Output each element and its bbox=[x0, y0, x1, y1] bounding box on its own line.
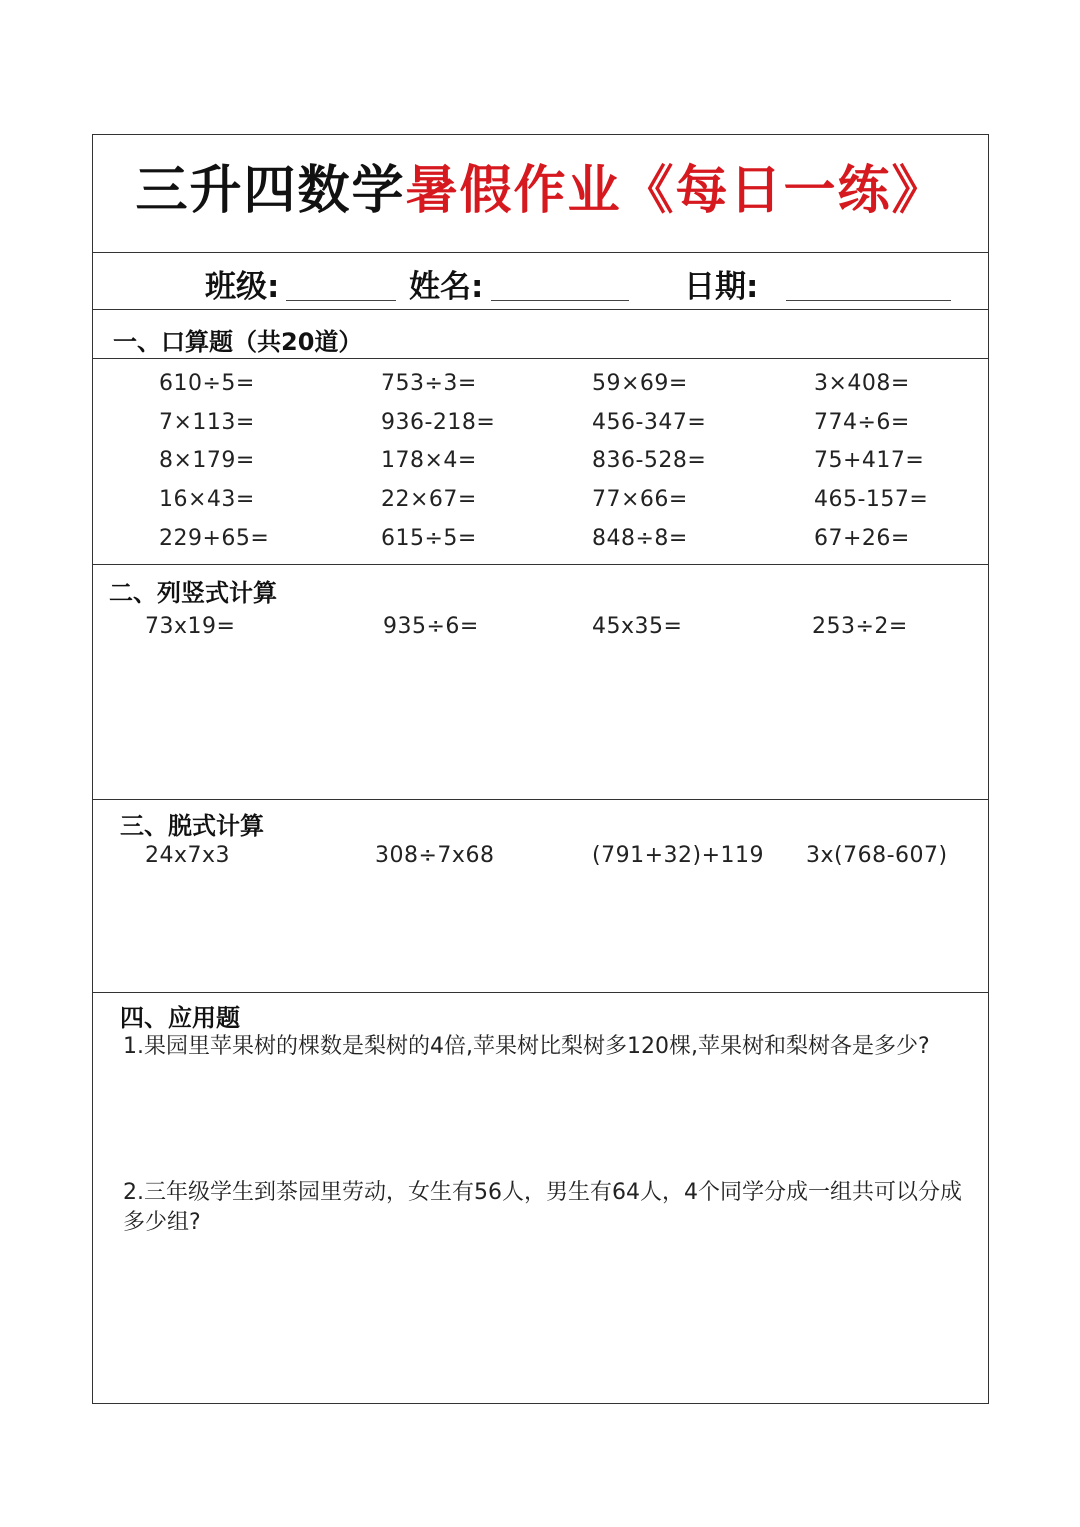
problem-cell: 67+26= bbox=[814, 526, 910, 551]
step-calc-item: (791+32)+119 bbox=[592, 843, 765, 868]
problem-cell: 615÷5= bbox=[381, 526, 477, 551]
step-calc-item: 24x7x3 bbox=[145, 843, 231, 868]
worksheet-title bbox=[93, 135, 988, 253]
student-info-row bbox=[93, 253, 988, 310]
name-blank[interactable] bbox=[491, 300, 629, 301]
problem-cell: 75+417= bbox=[814, 448, 925, 473]
problem-cell: 22×67= bbox=[381, 487, 477, 512]
problem-cell: 229+65= bbox=[159, 526, 270, 551]
title-part-1: 三升四数学 bbox=[135, 161, 406, 221]
worksheet bbox=[92, 134, 989, 1404]
problem-cell: 848÷8= bbox=[592, 526, 688, 551]
section-4-divider bbox=[93, 992, 988, 993]
problem-cell: 936-218= bbox=[381, 410, 496, 435]
vertical-calc-item: 935÷6= bbox=[383, 614, 479, 639]
vertical-calc-item: 45x35= bbox=[592, 614, 683, 639]
name-label: 姓名: bbox=[409, 269, 484, 305]
class-blank[interactable] bbox=[286, 300, 396, 301]
problem-cell: 3×408= bbox=[814, 371, 910, 396]
problem-cell: 16×43= bbox=[159, 487, 255, 512]
vertical-calc-item: 73x19= bbox=[145, 614, 236, 639]
section-3-heading: 三、脱式计算 bbox=[120, 812, 264, 840]
section-2-heading: 二、列竖式计算 bbox=[109, 579, 277, 607]
word-problem-1: 1.果园里苹果树的棵数是梨树的4倍,苹果树比梨树多120棵,苹果树和梨树各是多少? bbox=[123, 1034, 930, 1059]
problem-cell: 465-157= bbox=[814, 487, 929, 512]
section-1-heading: 一、口算题（共20道） bbox=[113, 328, 363, 356]
date-label: 日期: bbox=[684, 269, 759, 305]
problem-cell: 610÷5= bbox=[159, 371, 255, 396]
problem-cell: 178×4= bbox=[381, 448, 477, 473]
problem-cell: 77×66= bbox=[592, 487, 688, 512]
problem-cell: 774÷6= bbox=[814, 410, 910, 435]
problem-cell: 8×179= bbox=[159, 448, 255, 473]
date-blank[interactable] bbox=[786, 300, 951, 301]
problem-cell: 836-528= bbox=[592, 448, 707, 473]
vertical-calc-item: 253÷2= bbox=[812, 614, 908, 639]
section-3-divider bbox=[93, 799, 988, 800]
problem-cell: 7×113= bbox=[159, 410, 255, 435]
section-1-divider bbox=[93, 358, 988, 359]
problem-cell: 753÷3= bbox=[381, 371, 477, 396]
class-label: 班级: bbox=[205, 269, 280, 305]
section-2-divider bbox=[93, 564, 988, 565]
problem-cell: 59×69= bbox=[592, 371, 688, 396]
problem-cell: 456-347= bbox=[592, 410, 707, 435]
section-4-heading: 四、应用题 bbox=[120, 1004, 240, 1032]
word-problem-2: 2.三年级学生到茶园里劳动，女生有56人，男生有64人，4个同学分成一组共可以分成多少组? bbox=[123, 1180, 962, 1235]
step-calc-item: 3x(768-607) bbox=[806, 843, 948, 868]
title-part-2: 暑假作业《每日一练》 bbox=[405, 161, 946, 221]
step-calc-item: 308÷7x68 bbox=[375, 843, 495, 868]
